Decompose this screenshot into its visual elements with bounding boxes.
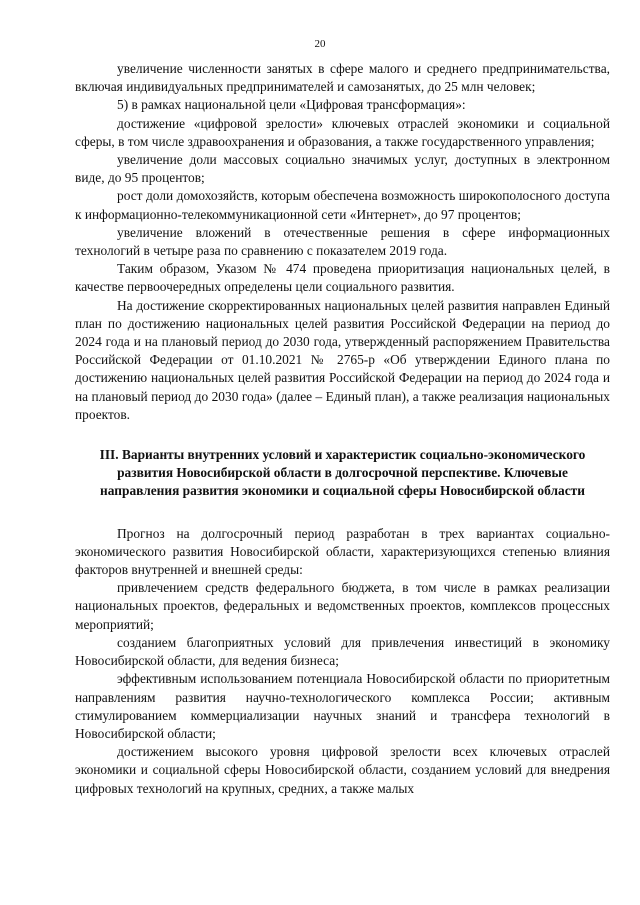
paragraph: 5) в рамках национальной цели «Цифровая трансформация»: xyxy=(117,97,466,113)
document-body xyxy=(75,60,610,798)
paragraph: Таким образом, Указом № 474 проведена приоритизация национальных целей, в качестве первоочередных определены цели социального развития. xyxy=(75,261,610,295)
paragraph: увеличение доли массовых социально значимых услуг, доступных в электронном виде, до 95 процентов; xyxy=(75,152,610,186)
paragraph: увеличение вложений в отечественные решения в сфере информационных технологий в четыре раза по сравнению с показателем 2019 года. xyxy=(75,224,610,259)
paragraph: привлечением средств федерального бюджета, в том числе в рамках реализации национальных проектов, федеральных и ведомственных проектов, комплексов процессных мероприятий; xyxy=(75,580,610,632)
paragraph: На достижение скорректированных национальных целей развития направлен Единый план по достижению национальных целей развития Российской Федерации на период до 2024 года и на плановый период до 2030 года, утвержденный распоряжением Правительства Российской Федерации от 01.10.2021 № 2765-р «Об утверждении Единого плана по достижению национальных целей развития Российской Федерации на период до 2024 года и на плановый период до 2030 года» (далее – Единый план), а также реализация национальных проектов. xyxy=(75,297,610,422)
paragraph: рост доли домохозяйств, которым обеспечена возможность широкополосного доступа к информационно-телекоммуникационной сети «Интернет», до 97 процентов; xyxy=(75,188,610,222)
paragraph: созданием благоприятных условий для привлечения инвестиций в экономику Новосибирской области, для ведения бизнеса; xyxy=(75,634,610,669)
paragraph: достижением высокого уровня цифровой зрелости всех ключевых отраслей экономики и социальной сферы Новосибирской области, созданием условий для внедрения цифровых технологий на крупных, средних, а также малых xyxy=(75,744,610,796)
page-number: 20 xyxy=(314,38,326,50)
paragraph: достижение «цифровой зрелости» ключевых отраслей экономики и социальной сферы, в том числе здравоохранения и образования, а также государственного управления; xyxy=(75,115,610,149)
paragraph: увеличение численности занятых в сфере малого и среднего предпринимательства, включая индивидуальных предпринимателей и самозанятых, до 25 млн человек; xyxy=(75,61,610,95)
paragraph: Прогноз на долгосрочный период разработан в трех вариантах социально-экономического развития Новосибирской области, характеризующихся степенью влияния факторов внутренней и внешней среды: xyxy=(75,525,610,578)
section-heading: III. Варианты внутренних условий и характеристик социально-экономического развития Новосибирской области в долгосрочной перспективе. Ключевые направления развития экономики и социальной сферы Новосибирской области xyxy=(99,447,586,499)
paragraph: эффективным использованием потенциала Новосибирской области по приоритетным направлениям развития научно-технологического комплекса России; активным стимулированием коммерциализации научных знаний и трансфера технологий в Новосибирской области; xyxy=(75,671,610,741)
